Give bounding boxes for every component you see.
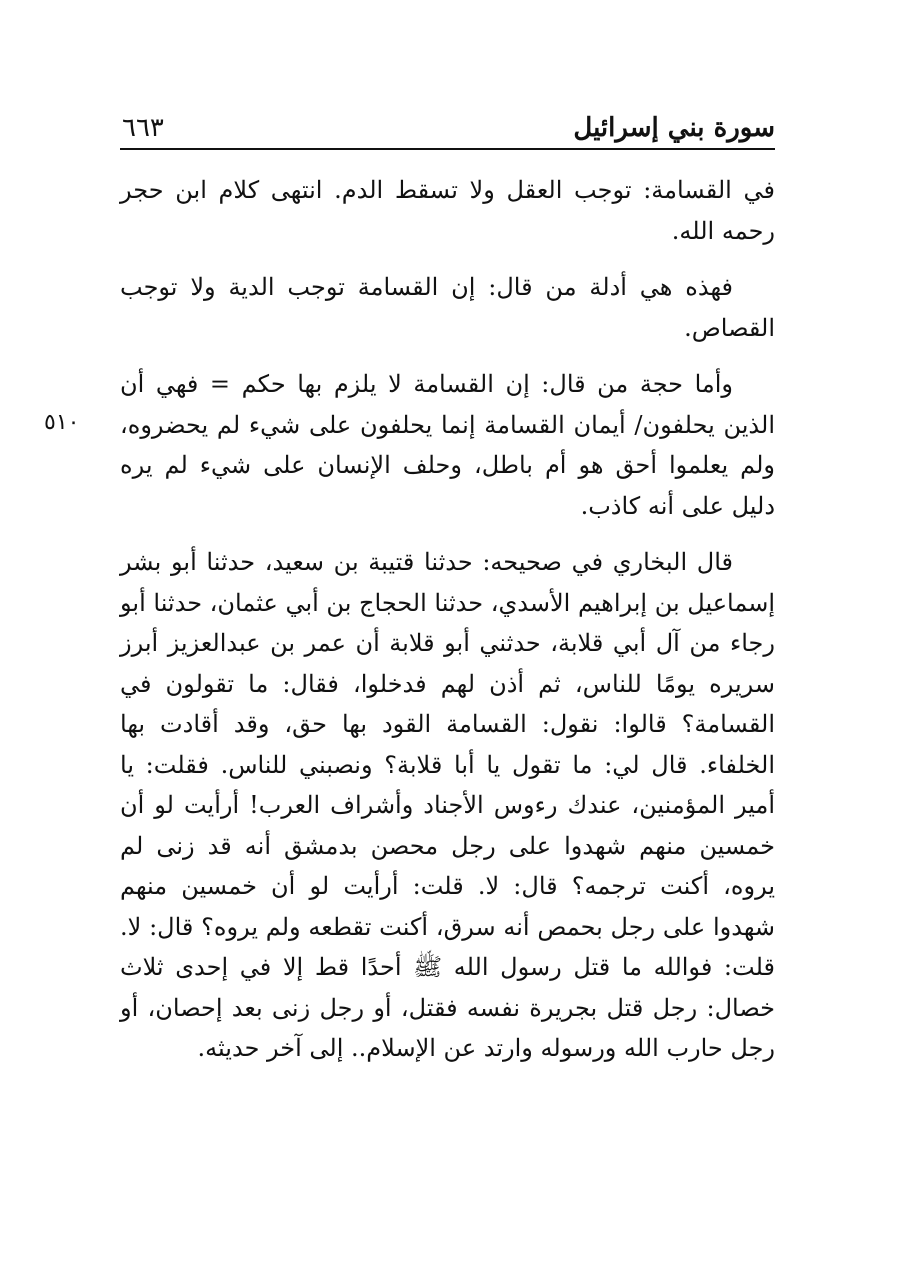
body-text: [120, 170, 775, 1085]
running-title: سورة بني إسرائيل: [573, 113, 775, 143]
paragraph-bukhari-narration: قال البخاري في صحيحه: حدثنا قتيبة بن سعيد، حدثنا أبو بشر إسماعيل بن إبراهيم الأسدي، حدثنا الحجاج بن أبي عثمان، حدثنا أبو رجاء من آل أبي قلابة، حدثني أبو قلابة أن عمر بن عبدالعزيز أبرز سريره يومًا للناس، ثم أذن لهم فدخلوا، فقال: ما تقولون في القسامة؟ قالوا: نقول: القسامة القود بها حق، وقد أقادت بها الخلفاء. قال لي: ما تقول يا أبا قلابة؟ ونصبني للناس. فقلت: يا أمير المؤمنين، عندك رءوس الأجناد وأشراف العرب! أرأيت لو أن خمسين منهم شهدوا على رجل محصن بدمشق أنه قد زنى لم يروه، أكنت ترجمه؟ قال: لا. قلت: أرأيت لو أن خمسين منهم شهدوا على رجل بحمص أنه سرق، أكنت تقطعه ولم يروه؟ قال: لا. قلت: فوالله ما قتل رسول الله ﷺ أحدًا قط إلا في إحدى ثلاث خصال: رجل قتل بجريرة نفسه فقتل، أو رجل زنى بعد إحصان، أو رجل حارب الله ورسوله وارتد عن الإسلام.. إلى آخر حديثه.: [120, 548, 775, 1062]
paragraph-continuation: في القسامة: توجب العقل ولا تسقط الدم. انتهى كلام ابن حجر رحمه الله.: [120, 176, 775, 245]
paragraph-counter-argument: وأما حجة من قال: إن القسامة لا يلزم بها حكم = فهي أن الذين يحلفون/ أيمان القسامة إنما يحلفون على شيء لم يحضروه، ولم يعلموا أحق هو أم باطل، وحلف الإنسان على شيء لم يره دليل على أنه كاذب.: [120, 370, 775, 520]
page-number: ٦٦٣: [122, 113, 164, 143]
margin-page-reference: ٥١٠: [44, 410, 80, 435]
page-header: [120, 108, 775, 150]
paragraph-evidence-summary: فهذه هي أدلة من قال: إن القسامة توجب الدية ولا توجب القصاص.: [120, 273, 775, 342]
